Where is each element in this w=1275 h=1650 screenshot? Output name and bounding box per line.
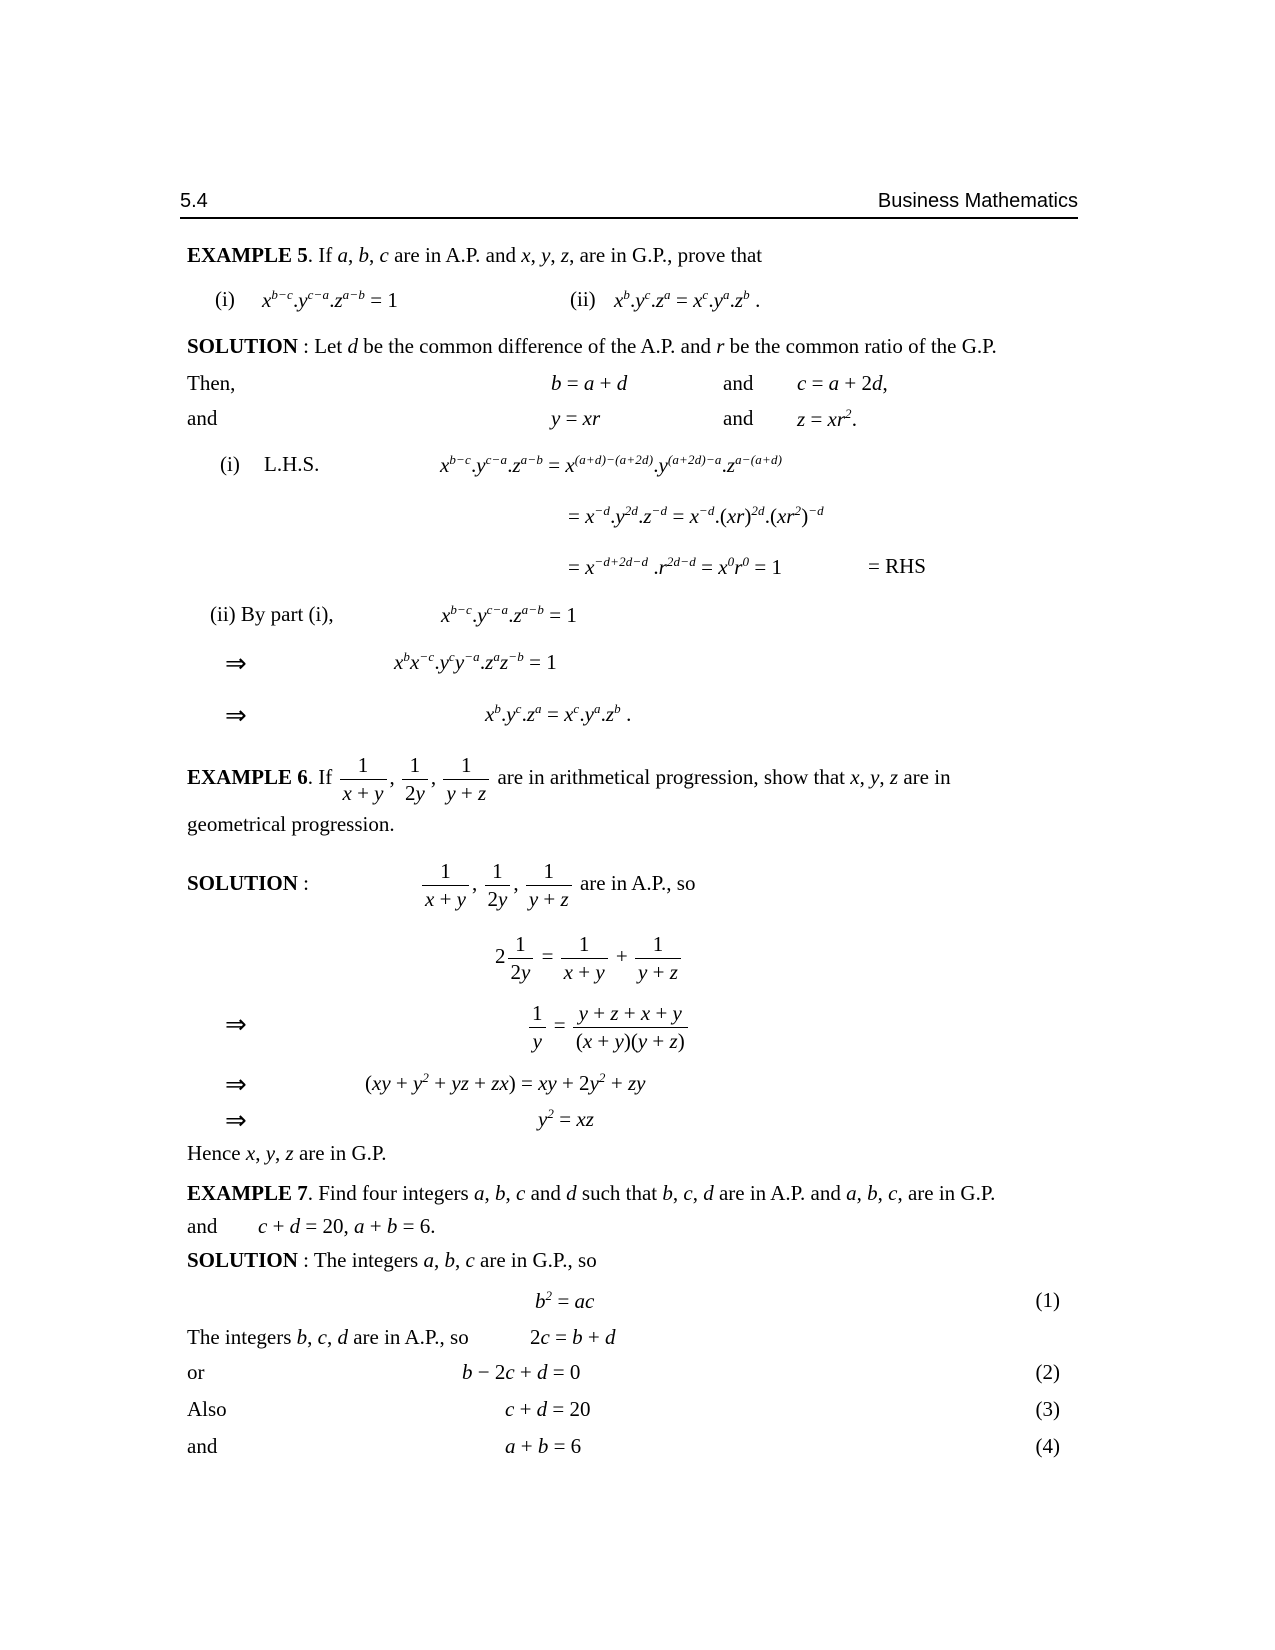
example7-title-line1: EXAMPLE 7. Find four integers a, b, c and d such that b, c, d are in A.P. and a, b, c, are in G.P. bbox=[187, 1181, 996, 1205]
then-label: Then, bbox=[187, 371, 236, 395]
rhs-label: = RHS bbox=[868, 554, 926, 578]
lhs-name: L.H.S. bbox=[264, 452, 320, 476]
example7-eq3: c + d = 20 bbox=[505, 1397, 591, 1421]
example6-eq-d: $y^2$ = xz bbox=[538, 1106, 594, 1131]
lhs-equation-1: $x^{b-c}.y^{c-a}.z^{a-b} = x^{(a+d)-(a+2d)}.y^{(a+2d)-a}.z^{a-(a+d)}$ bbox=[440, 452, 783, 477]
eq-b-equals-a-plus-d: b = a + d bbox=[551, 371, 628, 395]
lhs-item-label: (i) bbox=[220, 452, 240, 476]
and-word: and bbox=[723, 406, 754, 430]
implies-icon: ⇒ bbox=[225, 1106, 247, 1136]
example7-title-line2-label: and bbox=[187, 1214, 218, 1238]
example6-solution-eq: $\frac{1}{x + y}$ , $\frac{1}{2y}$ , $\frac{1}{y + z}$ are in A.P., so bbox=[420, 854, 695, 912]
example5-item-i-equation: $x^{b-c}.y^{c-a}.z^{a-b} = 1$ bbox=[262, 287, 398, 312]
example6-title-line1: EXAMPLE 6. If $\frac{1}{x + y}$ , $\frac{1}{2y}$ , $\frac{1}{y + z}$ are in arithmetical progression, show that x, y, z are in bbox=[187, 753, 951, 805]
example7-eq1: $b^2$ = ac bbox=[535, 1288, 595, 1313]
example7-ap-text: The integers b, c, d are in A.P., so bbox=[187, 1325, 469, 1349]
implies-icon: ⇒ bbox=[225, 649, 247, 679]
example5-title: EXAMPLE 5. If a, b, c are in A.P. and x, y, z, are in G.P., prove that bbox=[187, 243, 763, 267]
example7-solution-intro: SOLUTION : The integers a, b, c are in G.P., so bbox=[187, 1248, 597, 1272]
equation-number-4: (4) bbox=[1035, 1434, 1060, 1458]
example7-eq4: a + b = 6 bbox=[505, 1434, 582, 1458]
eq-c-equals-a-plus-2d: c = a + 2d, bbox=[797, 371, 888, 395]
equation-number-3: (3) bbox=[1035, 1397, 1060, 1421]
example7-title-line2-eq: c + d = 20, a + b = 6. bbox=[258, 1214, 436, 1238]
example5-item-ii-equation: $x^b.y^c.z^a = x^c.y^a.z^b$ . bbox=[614, 287, 761, 312]
eq-z-equals-xr2: $z = xr^2$. bbox=[797, 406, 857, 431]
implies2-equation: $x^b.y^c.z^a = x^c.y^a.z^b$ . bbox=[485, 701, 632, 726]
example6-eq-c: ($xy + y^2$ + yz + zx) = xy + $2y^2$ + zy bbox=[365, 1070, 646, 1095]
lhs-equation-3: = $x^{-d+2d-d}$ $.r^{2d-d} = x^0r^0 = 1$ bbox=[568, 554, 783, 579]
example7-ap-eq: 2c = b + d bbox=[530, 1325, 616, 1349]
and-label: and bbox=[187, 406, 218, 430]
example5-solution-intro: SOLUTION : Let d be the common difference of the A.P. and r be the common ratio of the G.P. bbox=[187, 334, 997, 358]
equation-number-2: (2) bbox=[1035, 1360, 1060, 1384]
example6-solution-label: SOLUTION : bbox=[187, 871, 309, 895]
book-title: Business Mathematics bbox=[877, 190, 1078, 212]
implies-icon: ⇒ bbox=[225, 1070, 247, 1100]
or-label: or bbox=[187, 1360, 205, 1384]
example5-item-i-label: (i) bbox=[215, 287, 235, 311]
header-rule bbox=[180, 217, 1078, 219]
example5-item-ii-label: (ii) bbox=[570, 287, 596, 311]
example6-conclusion: Hence x, y, z are in G.P. bbox=[187, 1141, 387, 1165]
example6-eq-b: $\frac{1}{y}$ = $\frac{y + z + x + y}{(x + y)(y + z)}$ bbox=[527, 994, 691, 1056]
implies-icon: ⇒ bbox=[225, 1010, 247, 1040]
and-label: and bbox=[187, 1434, 218, 1458]
equation-number-1: (1) bbox=[1035, 1288, 1060, 1312]
lhs-equation-2: = $x^{-d}.y^{2d}.z^{-d} = x^{-d}.(xr)^{2d}.(xr^2)^{-d}$ bbox=[568, 503, 824, 528]
part-ii-label: (ii) By part (i), bbox=[210, 602, 334, 626]
also-label: Also bbox=[187, 1397, 227, 1421]
and-word: and bbox=[723, 371, 754, 395]
eq-y-equals-xr: y = xr bbox=[551, 406, 601, 430]
page-number: 5.4 bbox=[180, 190, 208, 212]
implies-icon: ⇒ bbox=[225, 701, 247, 731]
example6-eq-a: 2 $\frac{1}{2y}$ = $\frac{1}{x + y}$ + $\frac{1}{y + z}$ bbox=[495, 927, 684, 985]
example6-title-line2: geometrical progression. bbox=[187, 812, 395, 836]
implies1-equation: $x^bx^{-c}.y^cy^{-a}.z^az^{-b} = 1$ bbox=[394, 649, 557, 674]
example7-eq2: b − 2c + d = 0 bbox=[462, 1360, 581, 1384]
part-ii-equation: $x^{b-c}.y^{c-a}.z^{a-b} = 1$ bbox=[441, 602, 577, 627]
